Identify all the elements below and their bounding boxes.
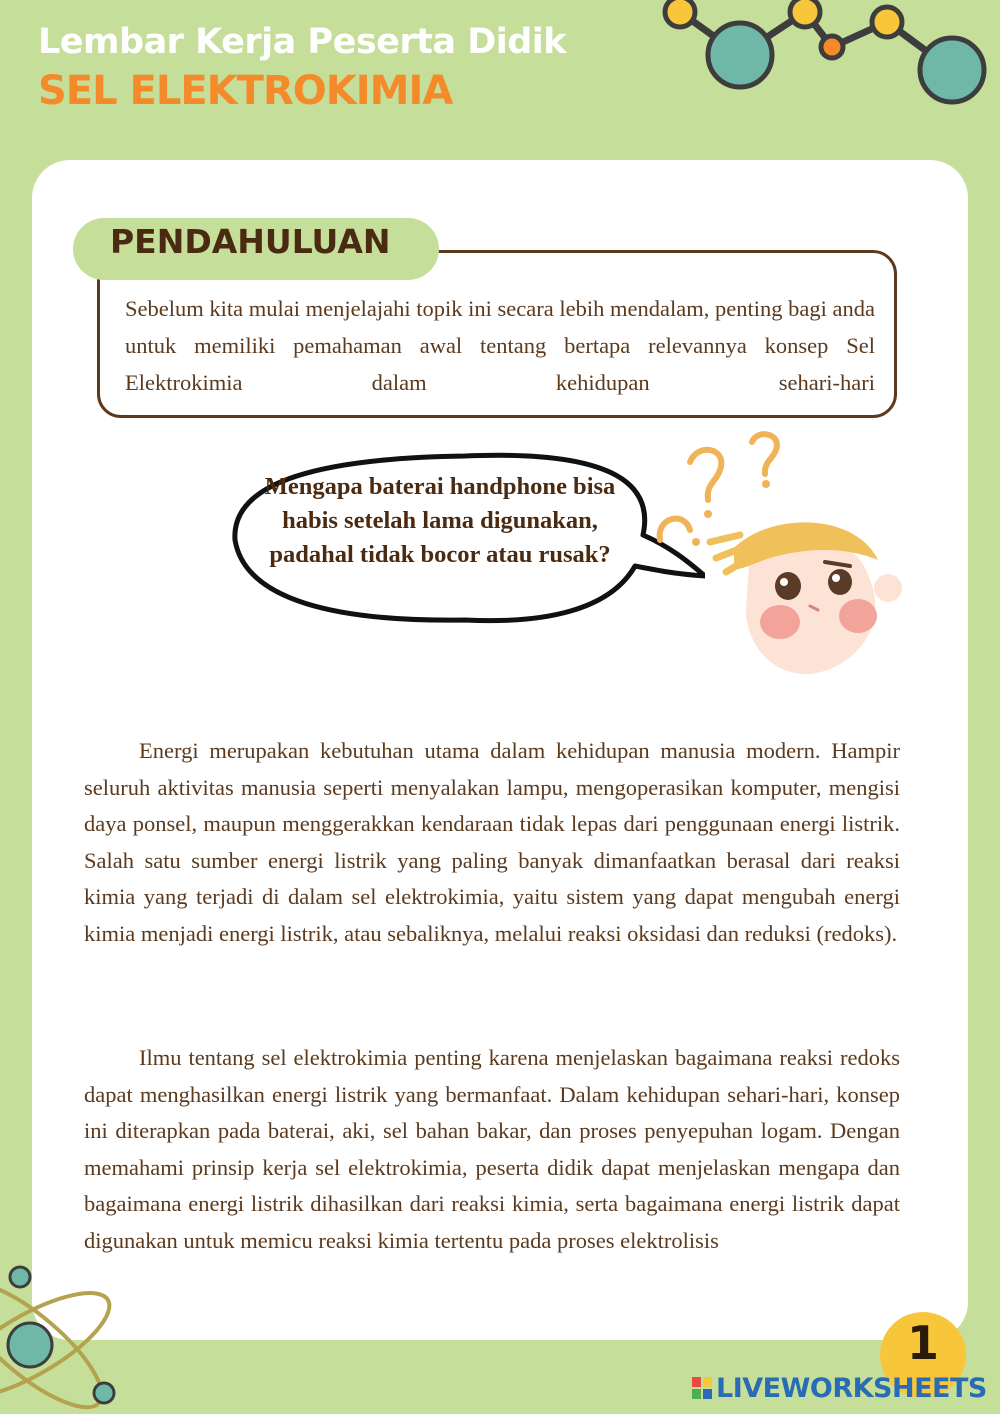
molecule-icon	[640, 0, 1000, 120]
intro-text: Sebelum kita mulai menjelajahi topik ini secara lebih mendalam, penting bagi anda untuk memiliki pemahaman awal tentang bertapa relevannya konsep Sel Elektrokimia dalam kehidupan sehari-hari	[125, 296, 875, 395]
body-paragraph-2: Ilmu tentang sel elektrokimia penting karena menjelaskan bagaimana reaksi redoks dapat menghasilkan energi listrik yang bermanfaat. Dalam kehidupan sehari-hari, konsep ini diterapkan pada baterai, aki, sel bahan bakar, dan proses penyepuhan logam. Dengan memahami prinsip kerja sel elektrokimia, peserta didik dapat menjelaskan mengapa dan bagaimana energi listrik dihasilkan dari reaksi kimia, serta bagaimana energi listrik dapat digunakan untuk memicu reaksi kimia tertentu pada proses elektrolisis	[84, 1045, 900, 1253]
bubble-question: Mengapa baterai handphone bisa habis setelah lama digunakan, padahal tidak bocor atau rusak?	[264, 473, 616, 568]
liveworksheets-logo-icon	[692, 1377, 712, 1399]
kid-thinking-icon	[650, 430, 910, 690]
section-label: PENDAHULUAN	[110, 222, 391, 261]
body-paragraph-1: Energi merupakan kebutuhan utama dalam kehidupan manusia modern. Hampir seluruh aktivitas manusia seperti menyalakan lampu, mengoperasikan komputer, mengisi daya ponsel, maupun menggerakkan kendaraan tidak lepas dari penggunaan energi listrik. Salah satu sumber energi listrik yang paling banyak dimanfaatkan berasal dari reaksi kimia yang terjadi di dalam sel elektrokimia, yaitu sistem yang dapat mengubah energi kimia menjadi energi listrik, atau sebaliknya, melalui reaksi oksidasi dan reduksi (redoks).	[84, 738, 900, 946]
worksheet-subtitle: Lembar Kerja Peserta Didik	[38, 22, 567, 62]
page-number: 1	[906, 1316, 939, 1370]
liveworksheets-brand[interactable]: LIVEWORKSHEETS	[716, 1373, 987, 1404]
worksheet-title: SEL ELEKTROKIMIA	[38, 68, 453, 114]
atom-icon	[0, 1265, 130, 1414]
